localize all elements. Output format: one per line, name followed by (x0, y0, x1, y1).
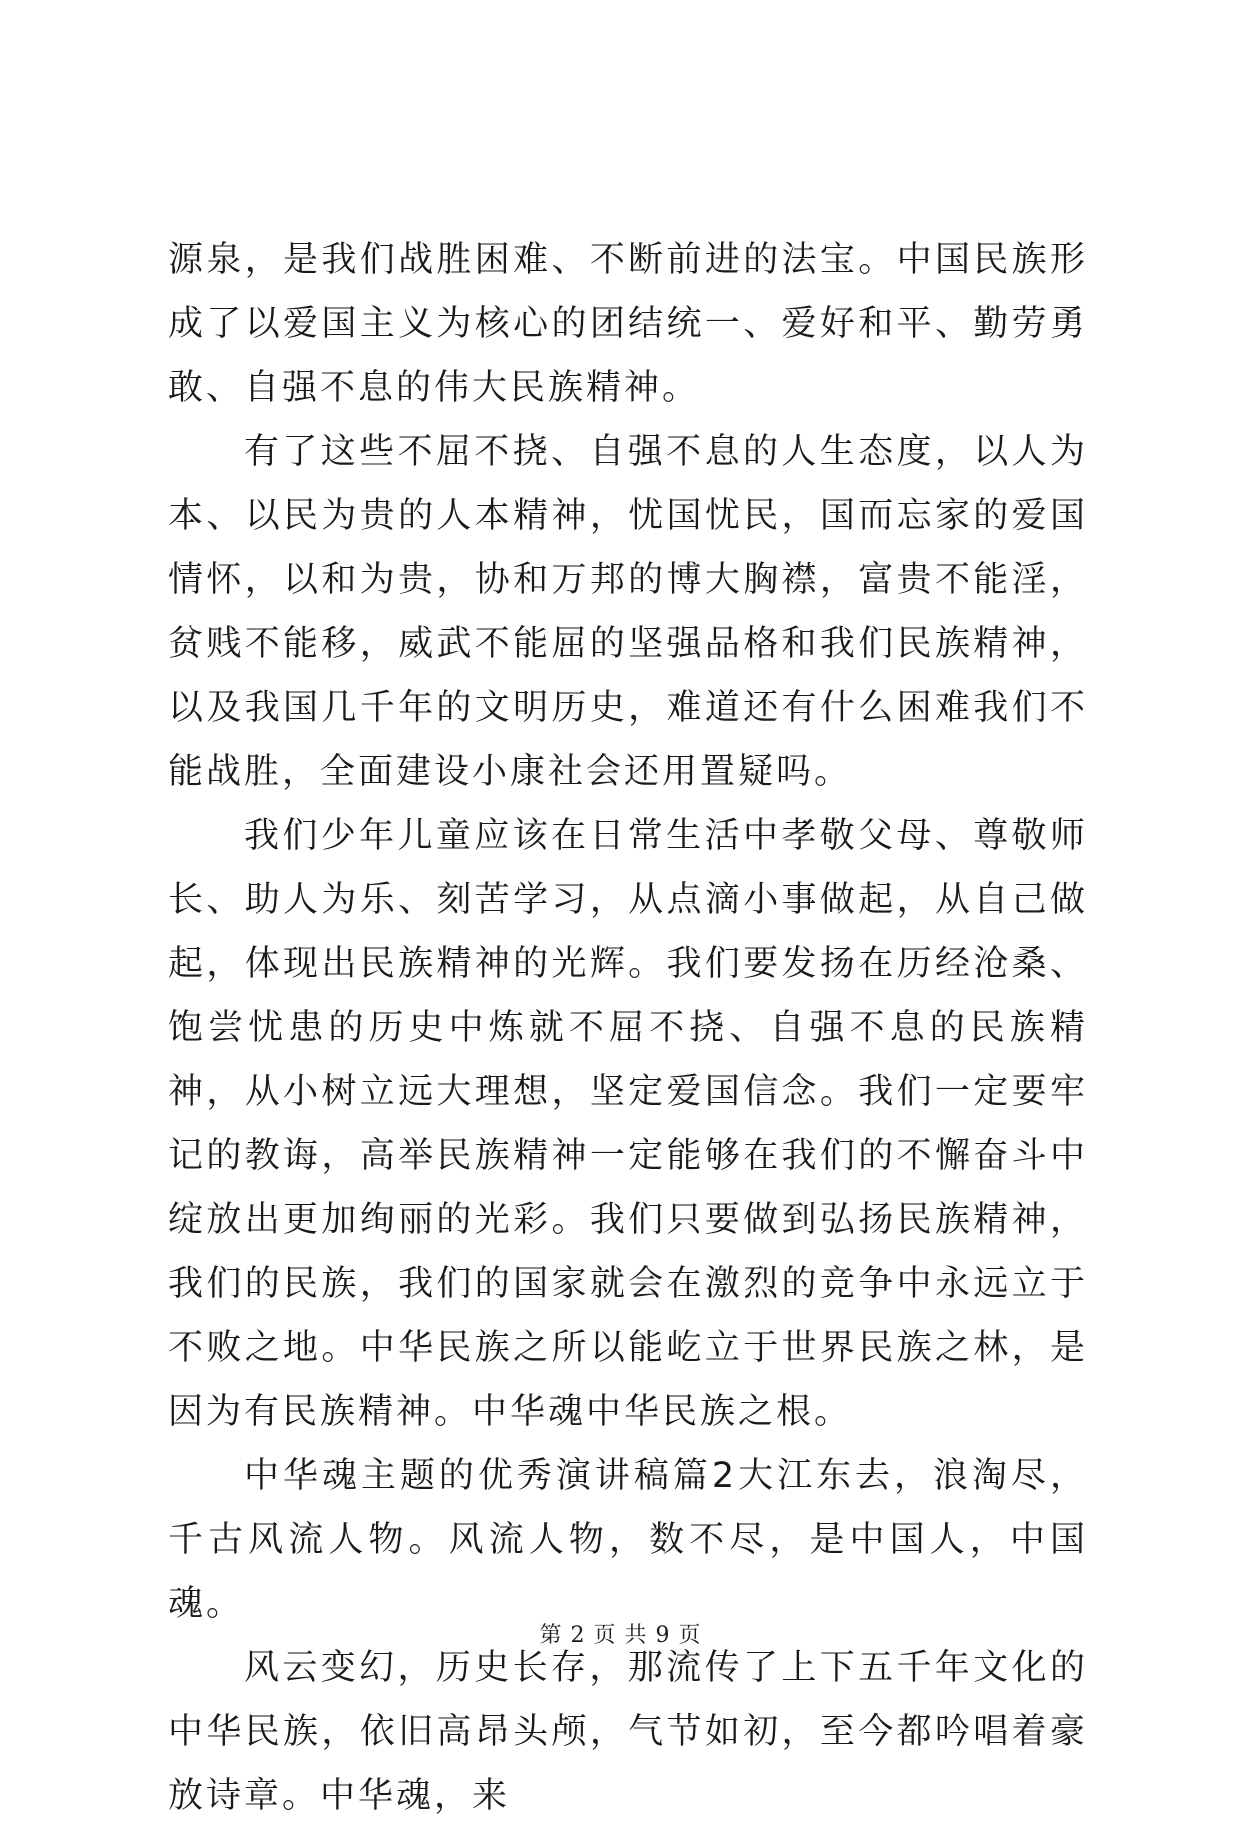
paragraph-2: 有了这些不屈不挠、自强不息的人生态度，以人为本、以民为贵的人本精神，忧国忧民，国而忘家的爱国情怀，以和为贵，协和万邦的博大胸襟，富贵不能淫，贫贱不能移，威武不能屈的坚强品格和我们民族精神，以及我国几千年的文明历史，难道还有什么困难我们不能战胜，全面建设小康社会还用置疑吗。 (168, 432, 1088, 792)
paragraph-5: 风云变幻，历史长存，那流传了上下五千年文化的中华民族，依旧高昂头颅，气节如初，至今都吟唱着豪放诗章。中华魂，来 (168, 1648, 1088, 1816)
paragraph-4: 中华魂主题的优秀演讲稿篇2大江东去，浪淘尽，千古风流人物。风流人物，数不尽，是中国人，中国魂。 (168, 1456, 1088, 1624)
paragraph-1: 源泉，是我们战胜困难、不断前进的法宝。中国民族形成了以爱国主义为核心的团结统一、爱好和平、勤劳勇敢、自强不息的伟大民族精神。 (168, 240, 1088, 408)
body-text (168, 228, 1088, 1828)
paragraph-3: 我们少年儿童应该在日常生活中孝敬父母、尊敬师长、助人为乐、刻苦学习，从点滴小事做起，从自己做起，体现出民族精神的光辉。我们要发扬在历经沧桑、饱尝忧患的历史中炼就不屈不挠、自强不息的民族精神，从小树立远大理想，坚定爱国信念。我们一定要牢记的教诲，高举民族精神一定能够在我们的不懈奋斗中绽放出更加绚丽的光彩。我们只要做到弘扬民族精神，我们的民族，我们的国家就会在激烈的竞争中永远立于不败之地。中华民族之所以能屹立于世界民族之林，是因为有民族精神。中华魂中华民族之根。 (168, 816, 1088, 1432)
page-number-footer: 第 2 页 共 9 页 (539, 1623, 702, 1648)
